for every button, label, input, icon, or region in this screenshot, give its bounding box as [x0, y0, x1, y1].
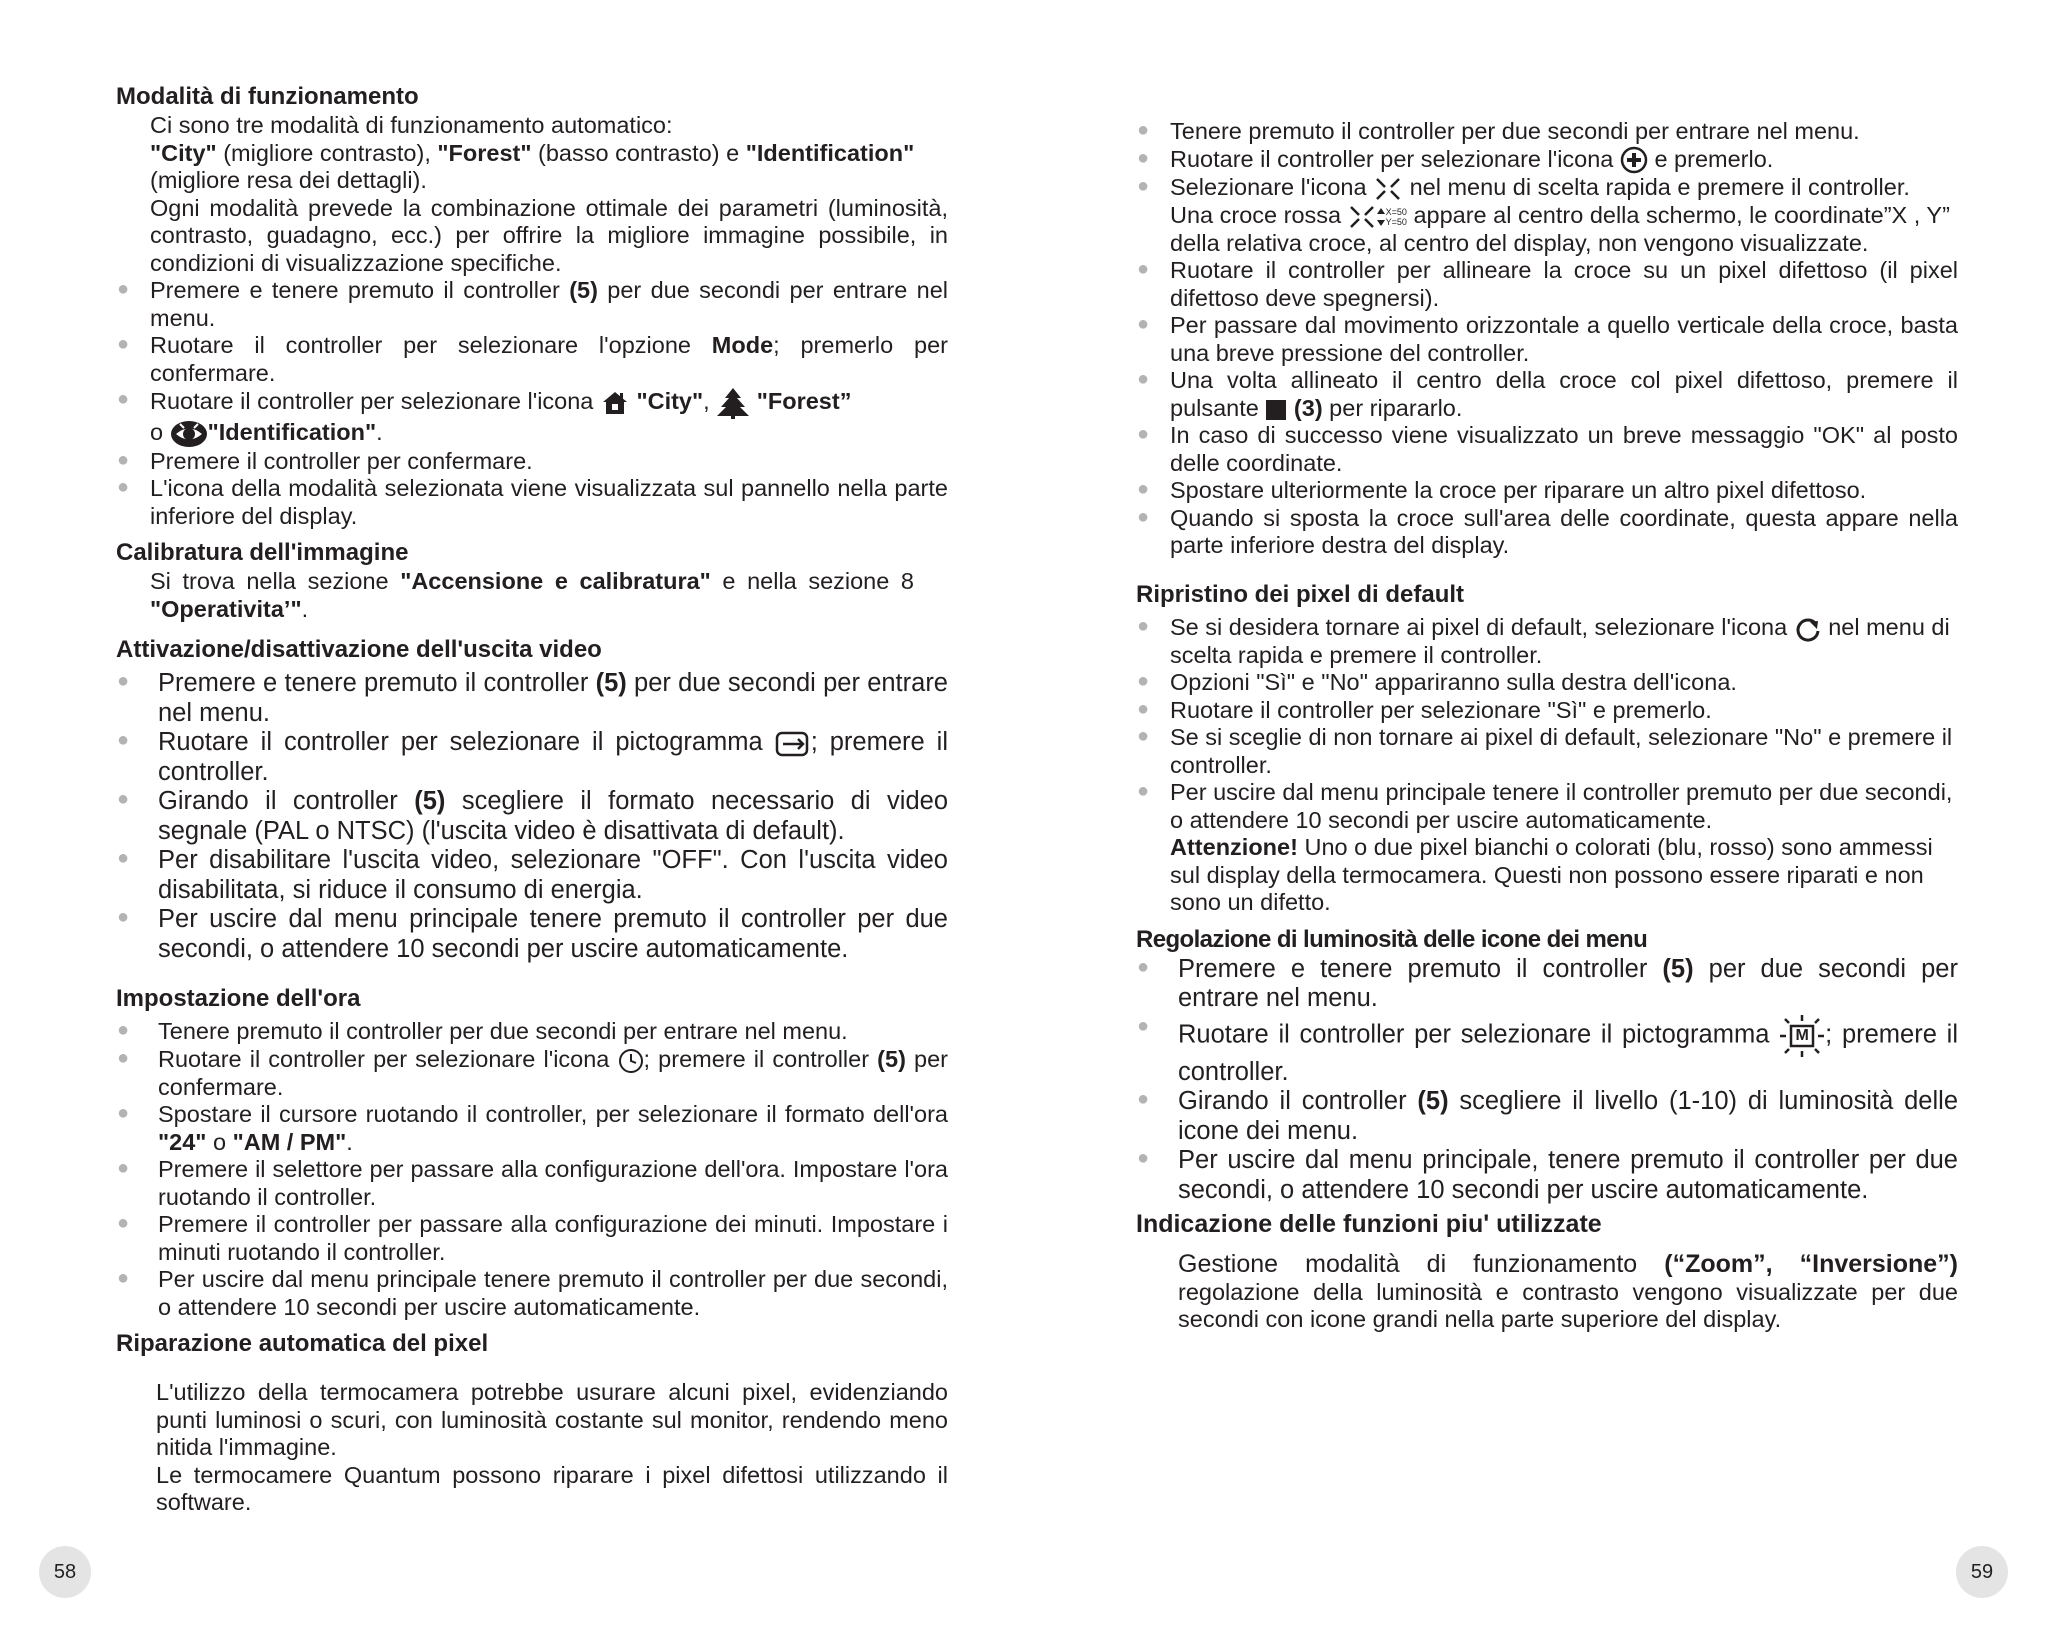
left-page	[116, 82, 948, 1517]
page-number-right: 59	[1956, 1546, 2008, 1598]
identification-eye-icon	[170, 420, 208, 448]
list-item: ● In caso di successo viene visualizzato un breve messaggio "OK" al posto delle coordinate.	[1137, 422, 1958, 476]
list-item: ● Ruotare il controller per allineare la croce su un pixel difettoso (il pixel difettoso deve spegnersi).	[1137, 257, 1958, 311]
section-heading-default-pixels: Ripristino dei pixel di default	[1136, 580, 1465, 608]
section-heading-time: Impostazione dell'ora	[116, 985, 361, 1013]
section-heading-functions: Indicazione delle funzioni piu' utilizzate	[1136, 1210, 1602, 1239]
list-item: ● Tenere premuto il controller per due secondi per entrare nel menu.	[1137, 118, 1860, 144]
list-item: ● Per disabilitare l'uscita video, selezionare "OFF". Con l'uscita video disabilitata, si riduce il consumo di energia.	[117, 846, 948, 904]
section-heading-calibration: Calibratura dell'immagine	[116, 539, 409, 567]
forest-tree-icon	[716, 387, 750, 419]
section-heading-video-output: Attivazione/disattivazione dell'uscita video	[116, 636, 602, 664]
pixel-repair-text-1: L'utilizzo della termocamera potrebbe usurare alcuni pixel, evidenziando punti luminosi o scuri, con luminosità costante sul monitor, rendendo meno nitida l'immagine.	[156, 1379, 948, 1461]
list-item: ● Premere e tenere premuto il controller (5) per due secondi per entrare nel menu.	[117, 669, 948, 727]
section-heading-pixel-repair: Riparazione automatica del pixel	[116, 1330, 489, 1358]
list-item: ● Ruotare il controller per selezionare l'icona "City", "Forest” o "Identification".	[116, 387, 948, 448]
page-number-left: 58	[39, 1546, 91, 1598]
arrows-updown-icon	[1376, 206, 1386, 228]
list-item: ● Per uscire dal menu principale tenere il controller premuto per due secondi, o attendere 10 secondi per uscire automaticamente. Attenzione! Uno o due pixel bianchi o colorati (blu, rosso) sono ammessi sul display della termocamera. Questi non possono essere riparati e non sono un difetto.	[1137, 779, 1953, 916]
list-item: ● Premere e tenere premuto il controller (5) per due secondi per entrare nel menu.	[117, 277, 948, 331]
list-item: ● Girando il controller (5) scegliere il formato necessario di video segnale (PAL o NTSC) (l'uscita video è disattivata di default).	[117, 787, 948, 845]
section-heading-icon-brightness: Regolazione di luminosità delle icone dei menu	[1136, 925, 1648, 953]
video-output-icon	[775, 730, 811, 758]
list-item: ● Ruotare il controller per selezionare "Sì" e premerlo.	[1137, 696, 1712, 723]
brightness-m-icon: M	[1779, 1014, 1825, 1058]
right-page	[1136, 118, 1958, 1334]
stop-square-icon	[1265, 399, 1287, 421]
calibration-text: Si trova nella sezione "Accensione e calibratura" e nella sezione 8 "Operativita’".	[150, 568, 914, 622]
list-item: ● Per uscire dal menu principale tenere premuto il controller per due secondi, o attendere 10 secondi per uscire automaticamente.	[117, 1266, 948, 1320]
list-item: ● Girando il controller (5) scegliere il livello (1-10) di luminosità delle icone dei menu.	[1137, 1087, 1958, 1145]
list-item: ● Una volta allineato il centro della croce col pixel difettoso, premere il pulsante (3) per ripararlo.	[1137, 367, 1958, 421]
list-item: ● Spostare ulteriormente la croce per riparare un altro pixel difettoso.	[1137, 477, 1867, 504]
pixel-repair-text-2: Le termocamere Quantum possono riparare i pixel difettosi utilizzando il software.	[156, 1461, 948, 1516]
crosshair-icon	[1373, 176, 1403, 202]
red-cross-icon	[1348, 204, 1376, 230]
modes-intro: Ci sono tre modalità di funzionamento automatico:	[150, 112, 673, 138]
list-item: ● Per uscire dal menu principale tenere premuto il controller per due secondi, o attendere 10 secondi per uscire automaticamente.	[117, 905, 948, 963]
reset-arrow-icon	[1794, 616, 1822, 642]
list-item: ● Premere il controller per passare alla configurazione dei minuti. Impostare i minuti ruotando il controller.	[117, 1211, 948, 1265]
clock-icon	[618, 1048, 644, 1074]
list-item: ● Se si sceglie di non tornare ai pixel di default, selezionare "No" e premere il controller.	[1137, 724, 1953, 778]
functions-text: Gestione modalità di funzionamento (“Zoom”, “Inversione”) regolazione della luminosità e contrasto vengono visualizzate per due secondi con icone grandi nella parte superiore del display.	[1178, 1250, 1958, 1333]
list-item: ● Opzioni "Sì" e "No" appariranno sulla destra dell'icona.	[1137, 669, 1737, 696]
list-item: ● Selezionare l'icona nel menu di scelta rapida e premere il controller. Una croce rossa X=50 Y=50 appare al centro della schermo, le coordinate”X , Y” della relativa croce, al centro del display, non vengono visualizzate.	[1137, 174, 1950, 256]
coordinates-readout: X=50 Y=50	[1385, 206, 1407, 227]
list-item: ● Se si desidera tornare ai pixel di default, selezionare l'icona nel menu di scelta rapida e premere il controller.	[1137, 613, 1950, 668]
list-item: ● Ruotare il controller per selezionare l'opzione Mode; premerlo per confermare.	[117, 332, 948, 386]
list-item: ● Ruotare il controller per selezionare l'icona ; premere il controller (5) per confermare.	[117, 1045, 948, 1100]
modes-steps-list	[116, 277, 948, 530]
list-item: ● Ruotare il controller per selezionare l'icona e premerlo.	[1136, 146, 1958, 175]
list-item: ● L'icona della modalità selezionata viene visualizzata sul pannello nella parte inferiore del display.	[117, 475, 948, 529]
list-item: ● Per passare dal movimento orizzontale a quello verticale della croce, basta una breve pressione del controller.	[1137, 312, 1958, 366]
list-item: ● Per uscire dal menu principale, tenere premuto il controller per due secondi, o attendere 10 secondi per uscire automaticamente.	[1137, 1146, 1958, 1204]
list-item: ● Premere e tenere premuto il controller (5) per due secondi per entrare nel menu.	[1137, 954, 1958, 1013]
city-house-icon	[600, 390, 630, 416]
plus-circle-icon	[1620, 146, 1648, 174]
default-pixels-list	[1136, 614, 1958, 917]
list-item: ● Premere il selettore per passare alla configurazione dell'ora. Impostare l'ora ruotando il controller.	[117, 1156, 948, 1210]
list-item: ● Premere il controller per confermare.	[117, 447, 533, 474]
modes-list-text: "City" (migliore contrasto), "Forest" (basso contrasto) e "Identification" (migliore resa dei dettagli).	[150, 139, 915, 193]
modes-intro-2: Ogni modalità prevede la combinazione ottimale dei parametri (luminosità, contrasto, guadagno, ecc.) per offrire la migliore immagine possibile, in condizioni di visualizzazione specifiche.	[150, 194, 948, 276]
list-item: ● Tenere premuto il controller per due secondi per entrare nel menu.	[117, 1018, 848, 1045]
list-item: ● Quando si sposta la croce sull'area delle coordinate, questa appare nella parte inferiore destra del display.	[1137, 504, 1958, 559]
brightness-steps-list	[1136, 955, 1958, 1206]
video-steps-list	[116, 669, 948, 964]
list-item: ● Ruotare il controller per selezionare il pictogramma ; premere il controller.	[117, 728, 948, 786]
list-item: ● Ruotare il controller per selezionare il pictogramma M ; premere il controller.	[1137, 1014, 1958, 1086]
section-heading-modes: Modalità di funzionamento	[116, 83, 419, 110]
list-item: ● Spostare il cursore ruotando il controller, per selezionare il formato dell'ora "24" o "AM / PM".	[117, 1101, 948, 1155]
time-steps-list	[116, 1018, 948, 1321]
repair-steps-list	[1136, 118, 1958, 560]
